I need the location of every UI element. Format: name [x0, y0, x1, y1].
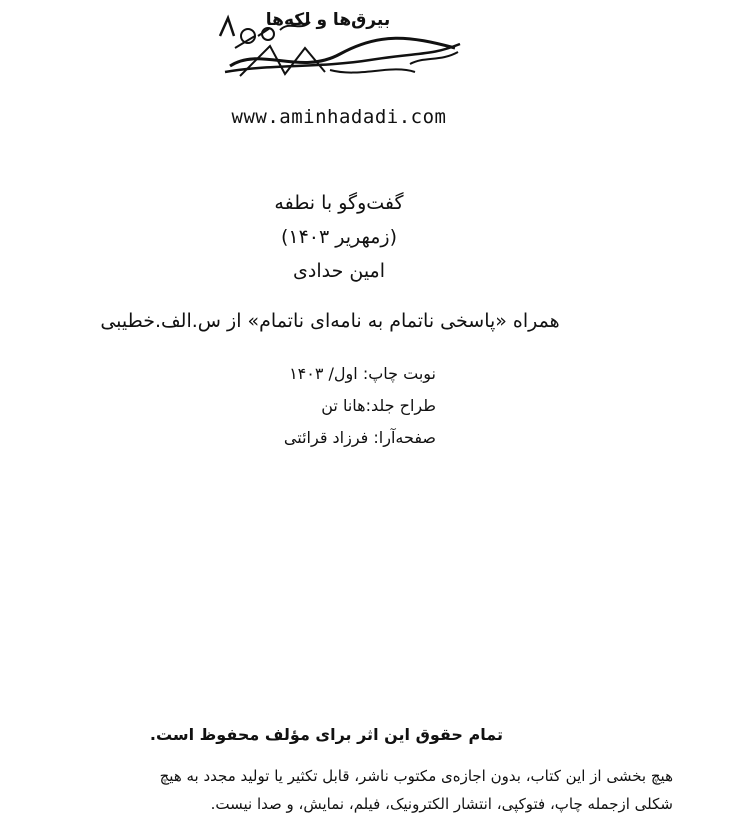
author-name: امین حدادی	[292, 260, 386, 282]
book-title: گفت‌وگو با نطفه	[274, 192, 404, 214]
website-url: www.aminhadadi.com	[231, 106, 447, 128]
book-subtitle: (زمهریر ۱۴۰۳)	[280, 226, 398, 248]
credits-block	[176, 358, 436, 454]
edition-line: نوبت چاپ: اول/ ۱۴۰۳	[289, 364, 436, 383]
cover-designer-line: طراح جلد:هانا تن	[321, 396, 436, 415]
rights-notice	[33, 762, 673, 818]
title-block	[0, 186, 678, 288]
companion-text: همراه «پاسخی ناتمام به نامه‌ای ناتمام» از س.الف.خطیبی	[100, 310, 560, 332]
rights-line-2: شکلی ازجمله چاپ، فتوکپی، انتشار الکترونیک، فیلم، نمایش، و صدا نیست.	[210, 795, 673, 813]
logo-text: بیرق‌ها و لکه‌ها	[265, 10, 391, 30]
layout-designer-line: صفحه‌آرا: فرزاد قرائتی	[283, 428, 436, 447]
rights-title: تمام حقوق این اثر برای مؤلف محفوظ است.	[149, 725, 503, 744]
rights-line-1: هیچ بخشی از این کتاب، بدون اجازه‌ی مکتوب ناشر، قابل تکثیر یا تولید مجدد به هیچ	[159, 767, 673, 785]
